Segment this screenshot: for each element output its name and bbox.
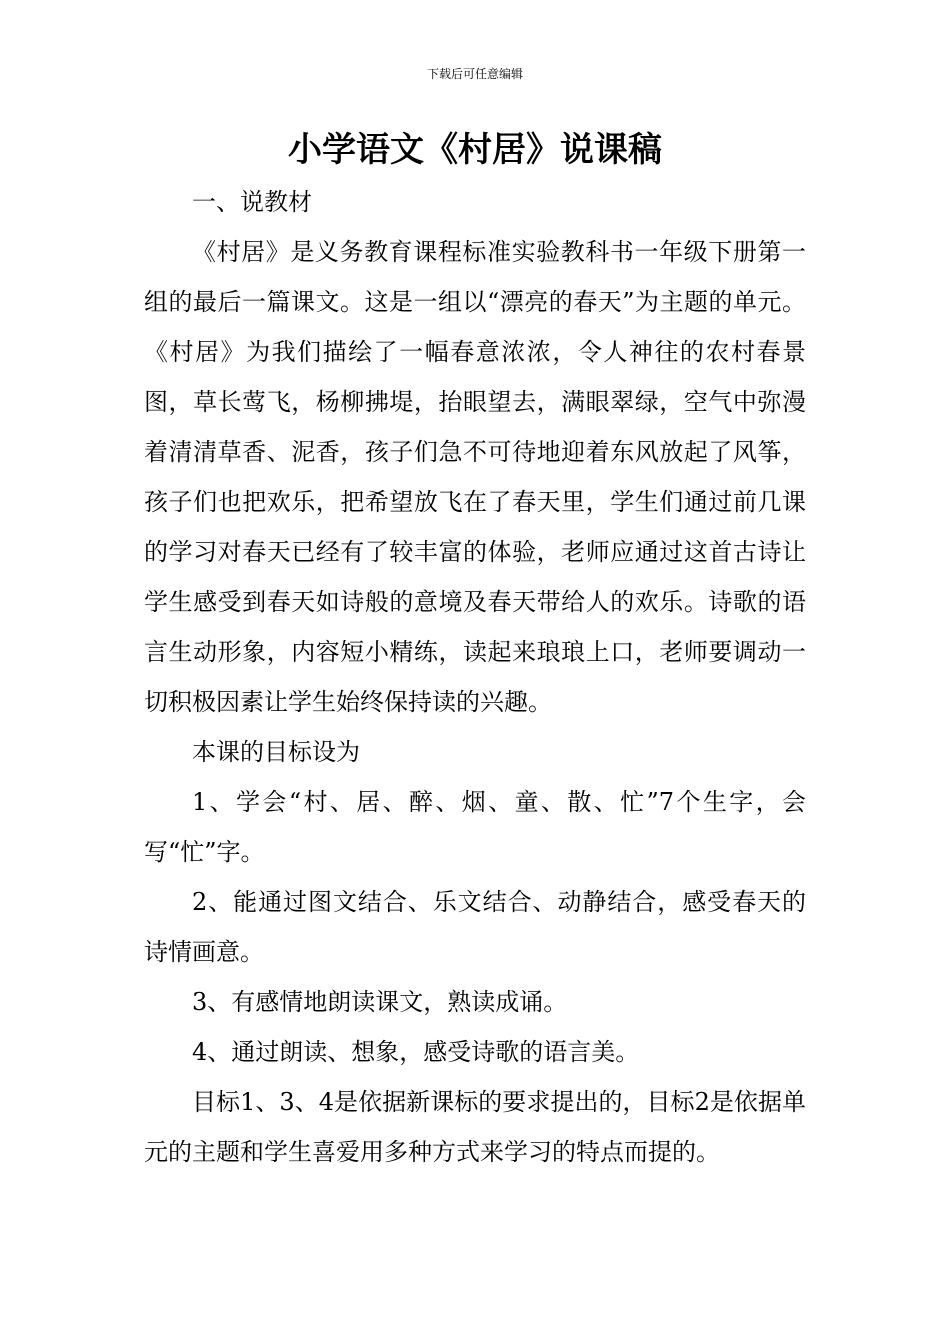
paragraph-goals-basis: 目标1、3、4是依据新课标的要求提出的，目标2是依据单元的主题和学生喜爱用多种方式来学习的特点而提的。 [144,1088,806,1166]
goal-item-2: 2、能通过图文结合、乐文结合、动静结合，感受春天的诗情画意。 [144,888,806,966]
page-header-note: 下载后可任意编辑 [426,67,523,81]
paragraph-goals-intro: 本课的目标设为 [192,738,360,766]
goal-item-3: 3、有感情地朗读课文，熟读成诵。 [192,988,568,1016]
document-title: 小学语文《村居》说课稿 [288,130,662,170]
goal-item-4: 4、通过朗读、想象，感受诗歌的语言美。 [192,1038,640,1066]
document-body [144,177,806,1177]
goal-item-1: 1、学会“村、居、醉、烟、童、散、忙”7个生字，会写“忙”字。 [144,788,806,866]
paragraph-textbook-intro: 《村居》是义务教育课程标准实验教科书一年级下册第一组的最后一篇课文。这是一组以“漂亮的春天”为主题的单元。《村居》为我们描绘了一幅春意浓浓，令人神往的农村春景图，草长莺飞，杨柳拂堤，抬眼望去，满眼翠绿，空气中弥漫着清清草香、泥香，孩子们急不可待地迎着东风放起了风筝，孩子们也把欢乐，把希望放飞在了春天里，学生们通过前几课的学习对春天已经有了较丰富的体验，老师应通过这首古诗让学生感受到春天如诗般的意境及春天带给人的欢乐。诗歌的语言生动形象，内容短小精练，读起来琅琅上口，老师要调动一切积极因素让学生始终保持读的兴趣。 [144,238,806,716]
section-heading-textbook: 一、说教材 [192,188,312,216]
